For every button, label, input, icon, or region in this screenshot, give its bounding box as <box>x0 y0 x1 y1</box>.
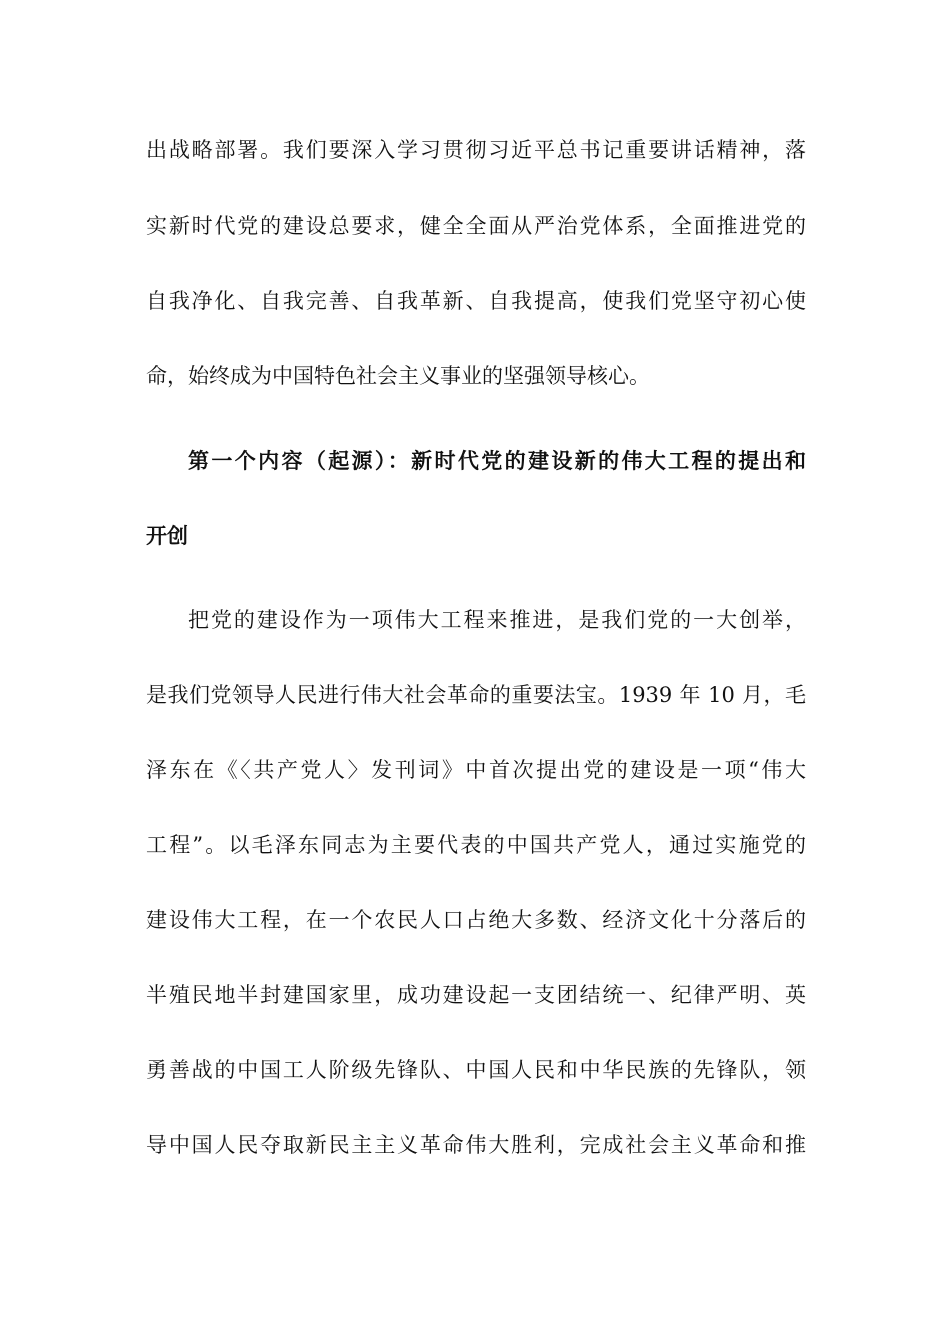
paragraph-line: 勇善战的中国工人阶级先锋队、中国人民和中华民族的先锋队，领 <box>146 1058 806 1082</box>
paragraph-line: 建设伟大工程，在一个农民人口占绝大多数、经济文化十分落后的 <box>146 908 806 932</box>
paragraph-line: 出战略部署。我们要深入学习贯彻习近平总书记重要讲话精神，落 <box>146 138 806 162</box>
paragraph-line: 泽东在《〈共产党人〉发刊词》中首次提出党的建设是一项“伟大 <box>146 758 806 782</box>
paragraph-line: 是我们党领导人民进行伟大社会革命的重要法宝。1939 年 10 月，毛 <box>146 683 806 707</box>
paragraph-line: 实新时代党的建设总要求，健全全面从严治党体系，全面推进党的 <box>146 214 806 238</box>
paragraph-line: 半殖民地半封建国家里，成功建设起一支团结统一、纪律严明、英 <box>146 983 806 1007</box>
paragraph-line: 把党的建设作为一项伟大工程来推进，是我们党的一大创举， <box>188 608 806 632</box>
paragraph-line: 工程”。以毛泽东同志为主要代表的中国共产党人，通过实施党的 <box>146 833 806 857</box>
paragraph-line: 命，始终成为中国特色社会主义事业的坚强领导核心。 <box>146 364 650 388</box>
section-heading: 开创 <box>146 524 188 548</box>
paragraph-line: 自我净化、自我完善、自我革新、自我提高，使我们党坚守初心使 <box>146 289 806 313</box>
paragraph-line: 导中国人民夺取新民主主义革命伟大胜利，完成社会主义革命和推 <box>146 1133 806 1157</box>
section-heading: 第一个内容（起源）：新时代党的建设新的伟大工程的提出和 <box>188 449 806 473</box>
